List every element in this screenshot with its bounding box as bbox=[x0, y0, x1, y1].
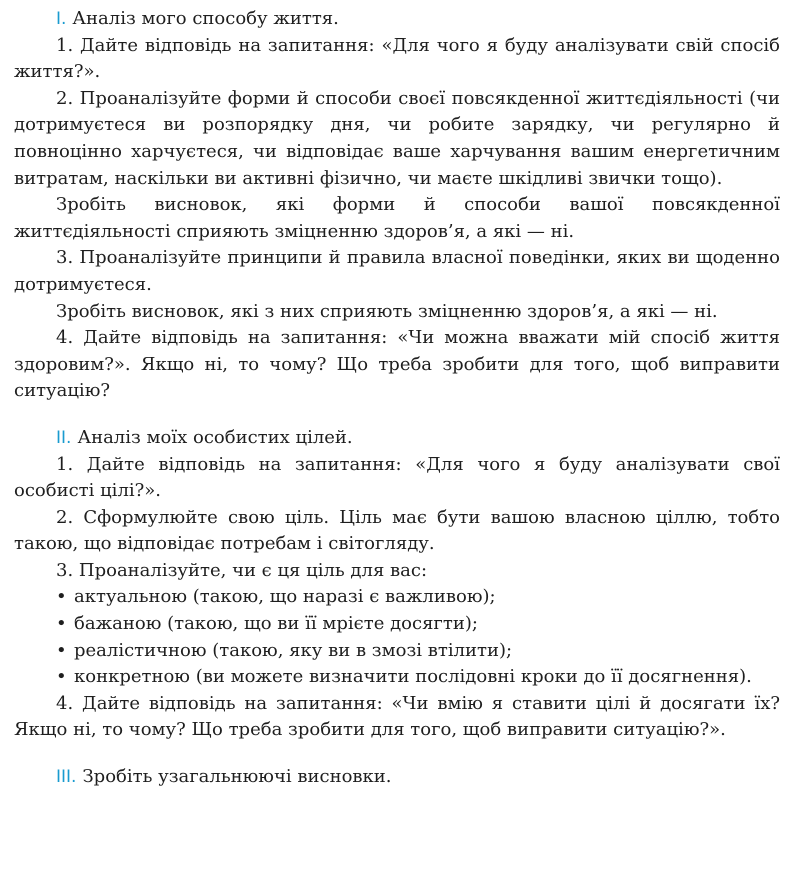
section-1-conclusion-2: Зробіть висновок, які форми й способи вашої повсякденної життєдіяльності сприяють зміцненню здоров’я, а які — ні. bbox=[14, 194, 780, 242]
section-3-numeral: III. bbox=[56, 767, 77, 788]
document-page bbox=[14, 6, 780, 791]
list-item-text: бажаною (такою, що ви її мрієте досягти); bbox=[74, 613, 478, 635]
section-2-question-1: 1. Дайте відповідь на запитання: «Для чого я буду аналізувати свої особисті цілі?». bbox=[14, 453, 780, 502]
section-1-question-4: 4. Дайте відповідь на запитання: «Чи можна вважати мій спосіб життя здоровим?». Якщо ні, то чому? Що треба зробити для того, щоб виправити ситуацію? bbox=[14, 327, 780, 402]
list-item bbox=[14, 638, 780, 665]
section-1-title: Аналіз мого способу життя. bbox=[72, 8, 339, 29]
section-1-question-2: 2. Проаналізуйте форми й способи своєї повсякденної життєдіяльності (чи дотримуєтеся ви розпорядку дня, чи робите зарядку, чи регулярно й повноцінно харчуєтеся, чи відповідає ваше харчування вашим енергетичним витратам, наскільки ви активні фізично, чи маєте шкідливі звички тощо). bbox=[14, 87, 780, 189]
section-spacer bbox=[14, 744, 780, 764]
list-item-text: актуальною (такою, що наразі є важливою); bbox=[74, 586, 496, 608]
section-2-question-3: 3. Проаналізуйте, чи є ця ціль для вас: bbox=[56, 559, 428, 581]
list-item-text: конкретною (ви можете визначити послідовні кроки до її досягнення). bbox=[74, 666, 752, 688]
section-1-question-1: 1. Дайте відповідь на запитання: «Для чого я буду аналізувати свій спосіб життя?». bbox=[14, 34, 780, 83]
list-item bbox=[14, 584, 780, 611]
list-item bbox=[14, 664, 780, 691]
section-2-title: Аналіз моїх особистих цілей. bbox=[77, 426, 353, 448]
section-2-question-4: 4. Дайте відповідь на запитання: «Чи вмію я ставити цілі й досягати їх? Якщо ні, то чому? Що треба зробити для того, щоб виправити ситуацію?». bbox=[14, 692, 780, 741]
section-1-numeral: I. bbox=[56, 9, 67, 29]
section-1-heading bbox=[14, 6, 780, 33]
section-1-question-3: 3. Проаналізуйте принципи й правила власної поведінки, яких ви щоденно дотримуєтеся. bbox=[14, 247, 780, 295]
bullet-icon: • bbox=[56, 586, 67, 608]
section-3-title: Зробіть узагальнюючі висновки. bbox=[82, 766, 392, 788]
list-item-text: реалістичною (такою, яку ви в змозі втілити); bbox=[74, 639, 513, 661]
list-item bbox=[14, 611, 780, 638]
section-2-numeral: II. bbox=[56, 427, 72, 448]
section-spacer bbox=[14, 405, 780, 425]
bullet-icon: • bbox=[56, 639, 67, 661]
section-3-heading bbox=[14, 764, 780, 791]
section-1-conclusion-3: Зробіть висновок, які з них сприяють зміцненню здоров’я, а які — ні. bbox=[56, 300, 718, 322]
bullet-icon: • bbox=[56, 613, 67, 635]
section-2-question-2: 2. Сформулюйте свою ціль. Ціль має бути вашою власною ціллю, тобто такою, що відповідає потребам і світогляду. bbox=[14, 506, 780, 555]
section-2-heading bbox=[14, 425, 780, 452]
bullet-icon: • bbox=[56, 666, 67, 688]
